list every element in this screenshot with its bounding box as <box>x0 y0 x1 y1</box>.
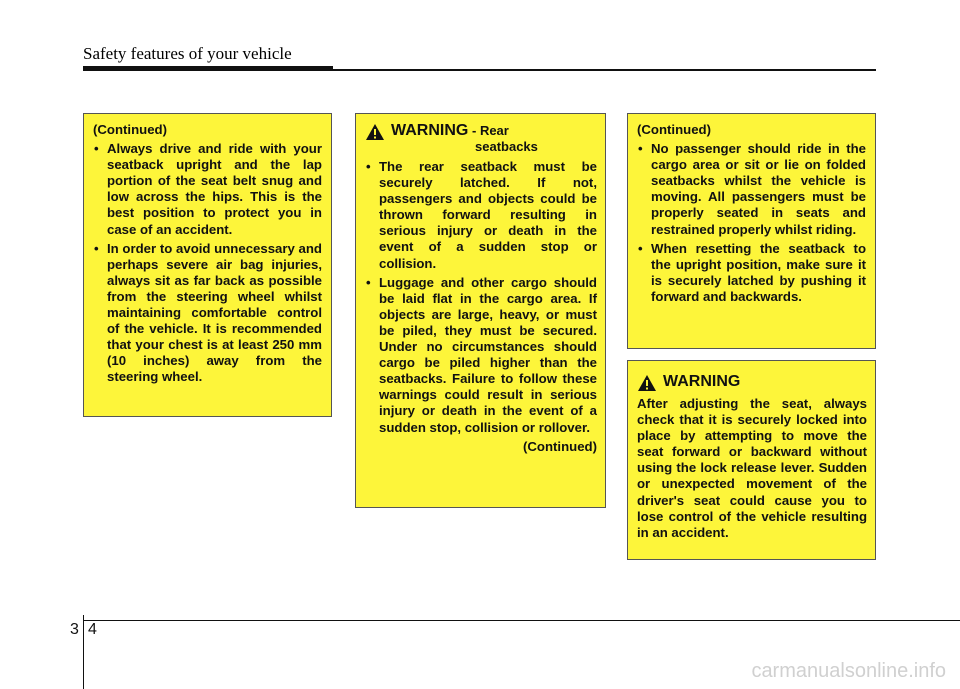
rear-seatback-warning-box <box>355 113 606 508</box>
watermark: carmanualsonline.info <box>751 660 946 682</box>
seat-adjust-warning-box <box>627 360 876 560</box>
continued-label: (Continued) <box>523 438 597 454</box>
warning-triangle-icon <box>637 374 657 392</box>
footer-divider <box>83 615 84 689</box>
list-item: • Always drive and ride with your seatback upright and the lap portion of the seat belt snug and low across the hips. This is the best position to protect you in case of an accident. <box>93 141 322 238</box>
header-rule <box>333 69 876 71</box>
right-info-box <box>627 113 876 349</box>
warning-triangle-icon <box>365 123 385 141</box>
warning-text: After adjusting the seat, always check that it is securely locked into place by attempting to move the seat forward or backward without using the lock release lever. Sudden or unexpected movement of the driver's seat could cause you to lose control of the vehicle resulting in an accident. <box>637 396 867 540</box>
continued-label: (Continued) <box>637 122 711 137</box>
list-item: • Luggage and other cargo should be laid flat in the cargo area. If objects are large, heavy, or must be piled, they must be secured. Under no circumstances should cargo be piled higher than the seatbacks. Failure to follow these warnings could result in serious injury or death in the event of a sudden stop, collision or rollover. <box>365 275 597 436</box>
bullet-list <box>93 141 322 385</box>
bullet-list <box>365 159 597 436</box>
page-header-title: Safety features of your vehicle <box>83 44 292 63</box>
left-info-box <box>83 113 332 417</box>
warning-label: WARNING <box>663 373 741 390</box>
warning-subtitle-line2: seatbacks <box>475 139 538 154</box>
list-item: • No passenger should ride in the cargo area or sit or lie on folded seatbacks whilst the vehicle is moving. All passengers must be properly seated in seats and restrained properly whilst riding. <box>637 141 866 238</box>
list-item: • In order to avoid unnecessary and perhaps severe air bag injuries, always sit as far back as possible from the steering wheel whilst maintaining comfortable control of the vehicle. It is recommended that your chest is at least 250 mm (10 inches) away from the steering wheel. <box>93 241 322 386</box>
warning-subtitle: - Rear <box>472 123 509 138</box>
list-item: • The rear seatback must be securely latched. If not, passengers and objects could be thrown forward resulting in serious injury or death in the event of a sudden stop or collision. <box>365 159 597 272</box>
continued-label: (Continued) <box>93 122 167 137</box>
page-number: 4 <box>88 621 97 638</box>
warning-label: WARNING <box>391 122 469 139</box>
header-bar <box>83 66 333 71</box>
warning-heading <box>637 373 867 392</box>
list-item: • When resetting the seatback to the upright position, make sure it is securely latched by pushing it forward and backwards. <box>637 241 866 305</box>
chapter-number: 3 <box>70 621 79 638</box>
footer-rule <box>83 620 960 621</box>
bullet-list <box>637 141 866 305</box>
